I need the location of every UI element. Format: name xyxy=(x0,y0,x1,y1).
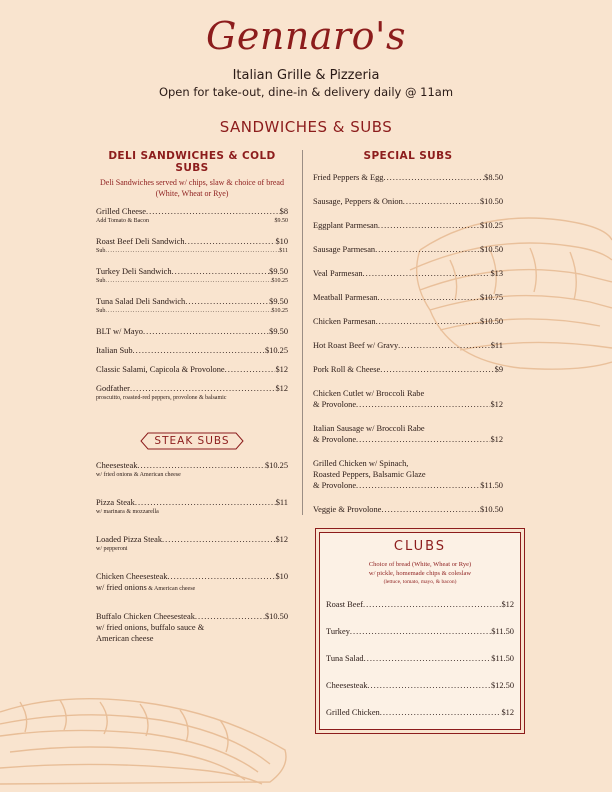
item-name: Sausage, Peppers & Onion xyxy=(313,197,403,206)
leader-dots xyxy=(356,399,490,410)
restaurant-logo: Gennaro's xyxy=(206,14,406,58)
item-name: Meatball Parmesan xyxy=(313,293,378,302)
item-name: Roast Beef Deli Sandwich xyxy=(96,237,185,246)
item-description-line: American cheese xyxy=(96,634,154,643)
deli-note: Deli Sandwiches served w/ chips, slaw & choice of bread (White, Wheat or Rye) xyxy=(100,178,284,198)
item-price: $8 xyxy=(279,207,288,216)
steak-section xyxy=(96,460,288,644)
item-name: Pizza Steak xyxy=(96,498,135,507)
leader-dots xyxy=(167,571,275,582)
item-price: $11 xyxy=(490,341,503,350)
item-name: Grilled Cheese xyxy=(96,207,147,216)
item-price: $10.25 xyxy=(271,278,288,284)
item-price: $9.50 xyxy=(274,218,288,224)
menu-item xyxy=(96,383,288,394)
item-price: $11 xyxy=(275,498,288,507)
menu-item-option xyxy=(96,277,288,286)
leader-dots xyxy=(356,480,480,491)
item-description: w/ marinara & mozzarella xyxy=(96,509,159,515)
menu-item xyxy=(96,345,288,356)
menu-item xyxy=(313,340,503,351)
column-divider xyxy=(302,150,303,515)
menu-item xyxy=(313,196,503,207)
description-rest: & American cheese xyxy=(146,586,196,592)
item-name: Buffalo Chicken Cheesesteak xyxy=(96,612,195,621)
leader-dots xyxy=(378,220,480,231)
item-price: $10.25 xyxy=(264,461,288,470)
item-price: $10.50 xyxy=(264,612,288,621)
item-description: w/ fried onions & American cheese xyxy=(96,472,181,478)
leader-dots xyxy=(364,653,492,664)
clubs-box xyxy=(315,528,525,734)
menu-item xyxy=(96,266,288,277)
item-name: & Provolone xyxy=(313,481,357,490)
leader-dots xyxy=(383,172,484,183)
menu-item xyxy=(313,172,503,183)
item-price: $10.25 xyxy=(271,308,288,314)
leader-dots xyxy=(350,626,491,637)
menu-item xyxy=(313,504,503,515)
leader-dots xyxy=(185,236,276,247)
item-name: Hot Roast Beef w/ Gravy xyxy=(313,341,399,350)
item-price: $12 xyxy=(490,435,503,444)
menu-item xyxy=(96,571,288,582)
menu-item xyxy=(96,611,288,622)
leader-dots xyxy=(146,206,280,217)
item-price: $11 xyxy=(279,248,288,254)
leader-dots xyxy=(105,307,271,316)
item-name: Turkey xyxy=(326,627,350,636)
leader-dots xyxy=(363,599,501,610)
item-name: Classic Salami, Capicola & Provolone xyxy=(96,365,225,374)
menu-item xyxy=(326,707,514,718)
item-name-line: Chicken Cutlet w/ Broccoli Rabe xyxy=(313,389,425,398)
menu-item xyxy=(96,534,288,545)
clubs-inner-frame xyxy=(319,532,521,730)
clubs-heading: CLUBS xyxy=(393,539,447,554)
leader-dots xyxy=(375,244,480,255)
menu-item xyxy=(313,480,503,491)
item-price: $9.50 xyxy=(269,297,288,306)
leader-dots xyxy=(105,277,271,286)
menu-item xyxy=(96,460,288,471)
item-price: $11.50 xyxy=(491,654,514,663)
leader-dots xyxy=(130,383,275,394)
deli-section xyxy=(96,150,288,403)
leader-dots xyxy=(376,316,480,327)
leader-dots xyxy=(185,296,269,307)
item-name: Tuna Salad xyxy=(326,654,364,663)
item-name: Veal Parmesan xyxy=(313,269,363,278)
item-price: $10.25 xyxy=(479,221,503,230)
leader-dots xyxy=(105,247,279,256)
item-price: $12 xyxy=(275,535,288,544)
menu-item xyxy=(326,680,514,691)
leader-dots xyxy=(225,364,276,375)
opening-hours: Open for take-out, dine-in & delivery daily @ 11am xyxy=(158,85,454,99)
menu-item xyxy=(313,399,503,410)
item-price: $12 xyxy=(275,384,288,393)
menu-item xyxy=(313,292,503,303)
section-title: SANDWICHES & SUBS xyxy=(219,118,393,136)
clubs-note: Choice of bread (White, Wheat or Rye) xyxy=(368,561,472,568)
menu-item xyxy=(326,626,514,637)
item-price: $12 xyxy=(490,400,503,409)
menu-item xyxy=(96,236,288,247)
leader-dots xyxy=(380,364,494,375)
item-description xyxy=(96,582,288,594)
item-price: $10.75 xyxy=(479,293,503,302)
item-name: Sub xyxy=(96,308,106,314)
item-description-line: w/ fried onions, buffalo sauce & xyxy=(96,623,205,632)
menu-item xyxy=(96,364,288,375)
menu-item xyxy=(96,497,288,508)
menu-item xyxy=(326,653,514,664)
item-price: $10.50 xyxy=(479,197,503,206)
item-price: $12 xyxy=(501,708,514,717)
item-name-line: Italian Sausage w/ Broccoli Rabe xyxy=(313,424,425,433)
leader-dots xyxy=(398,340,491,351)
item-price: $9 xyxy=(494,365,503,374)
item-price: $13 xyxy=(490,269,503,278)
menu-item xyxy=(313,268,503,279)
leader-dots xyxy=(172,266,270,277)
item-price: $12 xyxy=(501,600,514,609)
sub-sketch-illustration xyxy=(0,672,300,792)
deli-heading: DELI SANDWICHES & COLD SUBS xyxy=(108,150,276,174)
restaurant-tagline: Italian Grille & Pizzeria xyxy=(232,68,380,83)
leader-dots xyxy=(363,268,491,279)
leader-dots xyxy=(137,460,265,471)
special-section xyxy=(313,150,503,515)
menu-item xyxy=(96,206,288,217)
menu-item xyxy=(313,364,503,375)
item-name: Sub xyxy=(96,248,106,254)
item-name: Cheesesteak xyxy=(326,681,368,690)
leader-dots xyxy=(143,326,269,337)
item-name: Chicken Parmesan xyxy=(313,317,376,326)
item-name: Loaded Pizza Steak xyxy=(96,535,163,544)
item-price: $10.50 xyxy=(479,505,503,514)
special-heading: SPECIAL SUBS xyxy=(363,150,453,162)
item-price: $11.50 xyxy=(480,481,503,490)
item-name: Veggie & Provolone xyxy=(313,505,382,514)
item-name: & Provolone xyxy=(313,435,357,444)
leader-dots xyxy=(367,680,491,691)
item-name: BLT w/ Mayo xyxy=(96,327,143,336)
item-name: Pork Roll & Cheese xyxy=(313,365,381,374)
item-price: $12 xyxy=(275,365,288,374)
item-price: $9.50 xyxy=(269,327,288,336)
leader-dots xyxy=(403,196,480,207)
menu-item xyxy=(96,326,288,337)
steak-heading: STEAK SUBS xyxy=(154,435,230,447)
item-price: $8.50 xyxy=(484,173,503,182)
leader-dots xyxy=(381,504,480,515)
item-name-line: Roasted Peppers, Balsamic Glaze xyxy=(313,470,426,479)
item-name: Roast Beef xyxy=(326,600,363,609)
leader-dots xyxy=(162,534,275,545)
item-price: $11.50 xyxy=(491,627,514,636)
item-name: Sub xyxy=(96,278,106,284)
clubs-note: w/ pickle, homemade chips & coleslaw xyxy=(368,570,472,577)
menu-item-option xyxy=(96,247,288,256)
item-name: Cheesesteak xyxy=(96,461,138,470)
leader-dots xyxy=(380,707,502,718)
leader-dots xyxy=(135,497,276,508)
item-name: Chicken Cheesesteak xyxy=(96,572,168,581)
leader-dots xyxy=(195,611,265,622)
item-name-line: Grilled Chicken w/ Spinach, xyxy=(313,459,409,468)
leader-dots xyxy=(356,434,490,445)
item-name: Godfather xyxy=(96,384,130,393)
item-name: Fried Peppers & Egg xyxy=(313,173,384,182)
item-description: w/ pepperoni xyxy=(96,546,128,552)
item-price: $12.50 xyxy=(490,681,514,690)
menu-item xyxy=(313,244,503,255)
item-price: $10.50 xyxy=(479,317,503,326)
menu-item xyxy=(313,316,503,327)
leader-dots xyxy=(133,345,265,356)
item-description: proscuitto, roasted-red peppers, provolone & balsamic xyxy=(96,395,227,401)
description-main: w/ fried onions xyxy=(96,583,147,592)
item-name: Turkey Deli Sandwich xyxy=(96,267,172,276)
item-name: Grilled Chicken xyxy=(326,708,380,717)
menu-item xyxy=(313,434,503,445)
leader-dots xyxy=(377,292,480,303)
item-price: $9.50 xyxy=(269,267,288,276)
item-price: $10 xyxy=(275,572,288,581)
menu-item-option xyxy=(96,217,288,226)
clubs-subnote: (lettuce, tomato, mayo, & bacon) xyxy=(383,579,457,585)
item-name: Tuna Salad Deli Sandwich xyxy=(96,297,186,306)
item-price: $10.50 xyxy=(479,245,503,254)
menu-item-option xyxy=(96,307,288,316)
item-name: Eggplant Parmesan xyxy=(313,221,378,230)
menu-item xyxy=(313,220,503,231)
item-name: Add Tomato & Bacon xyxy=(96,218,149,224)
menu-item xyxy=(326,599,514,610)
item-name: Italian Sub xyxy=(96,346,133,355)
menu-item xyxy=(96,296,288,307)
item-price: $10 xyxy=(275,237,288,246)
item-name: Sausage Parmesan xyxy=(313,245,376,254)
item-price: $10.25 xyxy=(264,346,288,355)
steak-heading-frame xyxy=(140,432,244,450)
item-name: & Provolone xyxy=(313,400,357,409)
